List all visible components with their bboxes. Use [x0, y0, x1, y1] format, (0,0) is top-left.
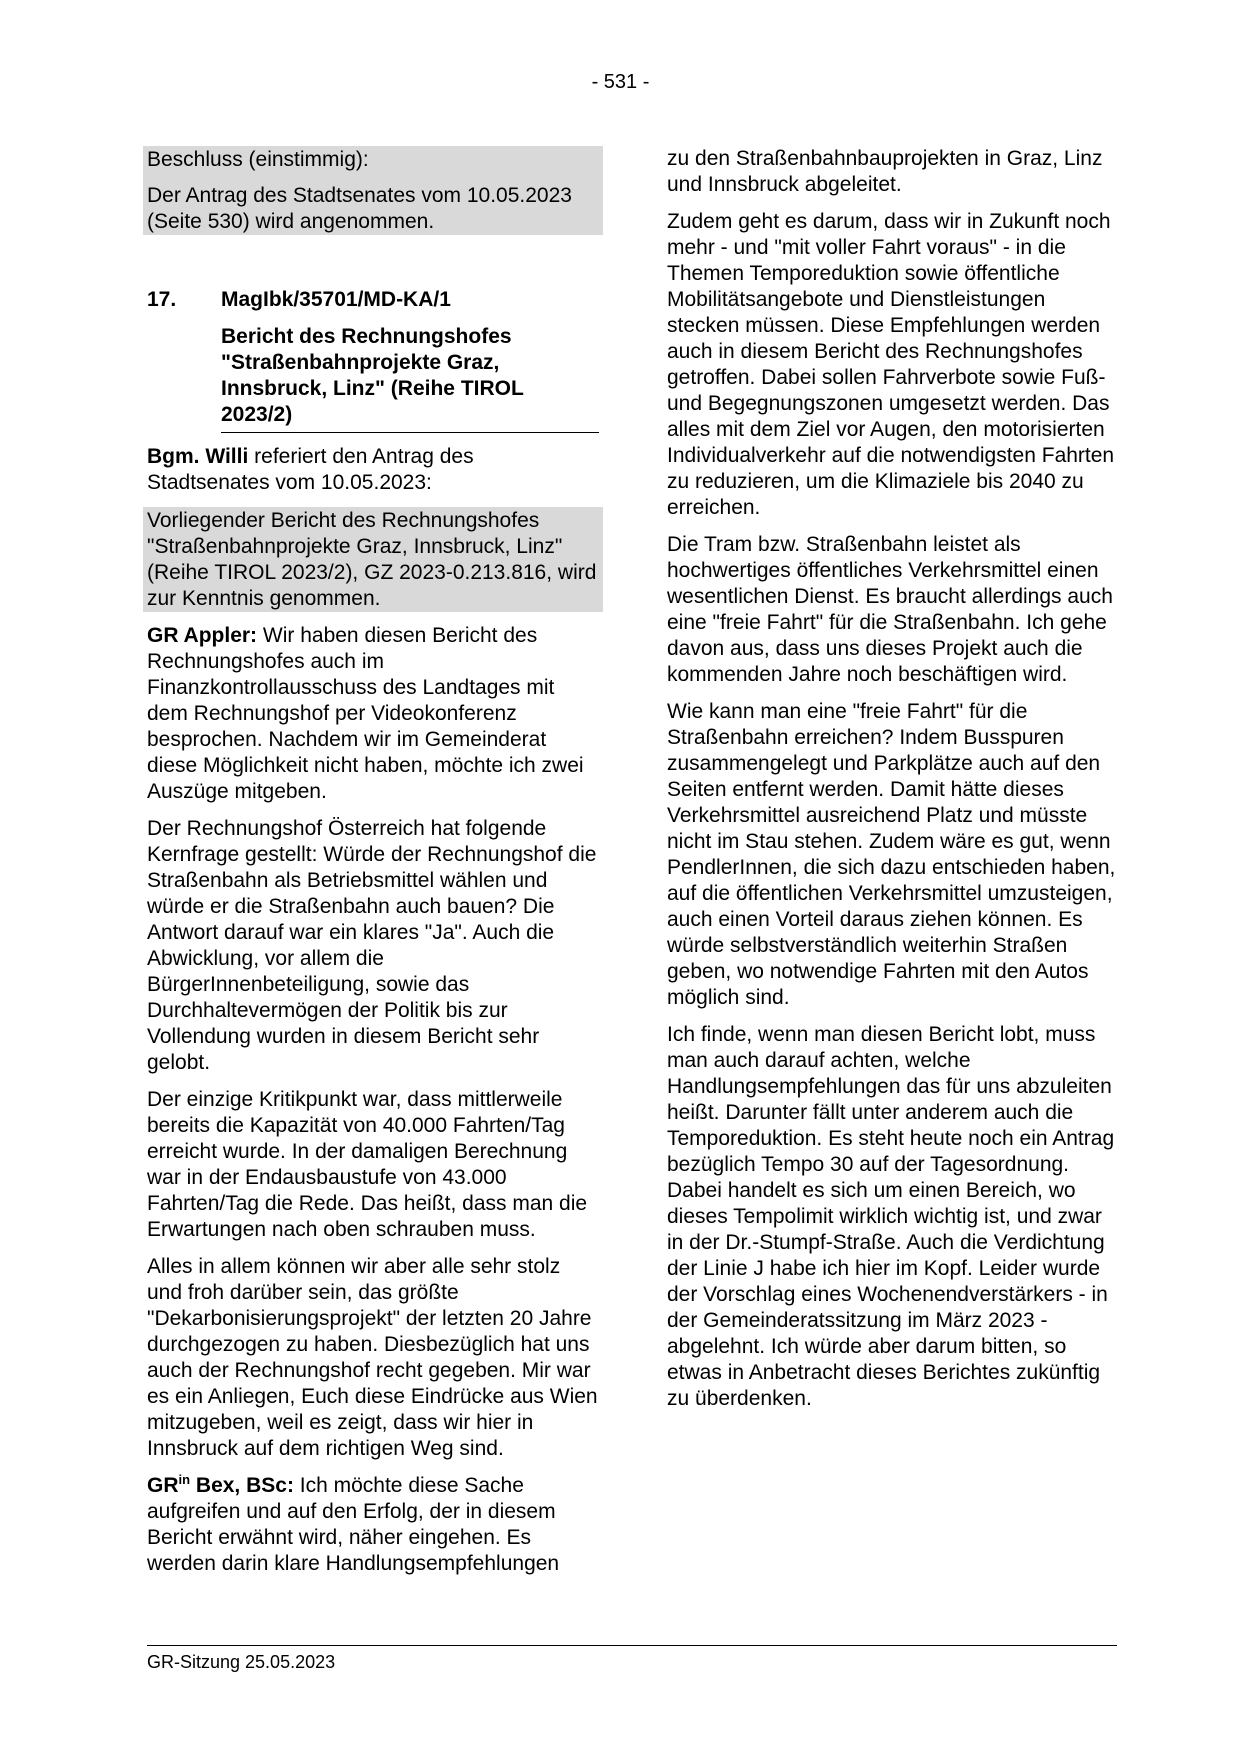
motion-box [143, 507, 603, 612]
footer-divider [147, 1645, 1117, 1646]
speaker-bex [147, 1474, 294, 1497]
paragraph-appler-4: Alles in allem können wir aber alle sehr stolz und froh darüber sein, das größte "Dekarbonisierungsprojekt" der letzten 20 Jahre durchgezogen zu haben. Diesbezüglich hat uns auch der Rechnungshof recht gegeben. Mir war es ein Anliegen, Euch diese Eindrücke aus Wien mitzugeben, weil es zeigt, dass wir hier in Innsbruck auf dem richtigen Weg sind. [147, 1255, 598, 1460]
resolution-box [143, 146, 603, 235]
agenda-item-reference: MagIbk/35701/MD-KA/1 [221, 288, 451, 311]
paragraph-right-2: Zudem geht es darum, dass wir in Zukunft noch mehr - und "mit voller Fahrt voraus" - in die Themen Temporeduktion sowie öffentliche Mobilitätsangebote und Dienstleistungen stecken müssen. Diese Empfehlungen werden auch in diesem Bericht des Rechnungshofes getroffen. Dabei sollen Fahrverbote sowie Fuß- und Begegnungszonen umgesetzt werden. Das alles mit dem Ziel vor Augen, den motorisierten Individualverkehr auf die notwendigsten Fahrten zu reduzieren, um die Klimaziele bis 2040 zu erreichen. [667, 210, 1115, 519]
willi-text: referiert den Antrag des Stadtsenates vom 10.05.2023: [147, 445, 474, 494]
paragraph-right-1: zu den Straßenbahnbauprojekten in Graz, Linz und Innsbruck abgeleitet. [667, 147, 1103, 196]
motion-text: Vorliegender Bericht des Rechnungshofes "Straßenbahnprojekte Graz, Innsbruck, Linz" (Reihe TIROL 2023/2), GZ 2023-0.213.816, wird zur Kenntnis genommen. [147, 509, 597, 610]
agenda-item-header [147, 287, 599, 313]
paragraph-appler-3: Der einzige Kritikpunkt war, dass mittlerweile bereits die Kapazität von 40.000 Fahrten/Tag erreicht wurde. In der damaligen Berechnung war in der Endausbaustufe von 43.000 Fahrten/Tag die Rede. Das heißt, dass man die Erwartungen nach oben schrauben muss. [147, 1088, 588, 1241]
footer-session-date: GR-Sitzung 25.05.2023 [147, 1652, 336, 1672]
speaker-bex-superscript: in [178, 1472, 191, 1487]
resolution-label: Beschluss (einstimmig): [147, 148, 369, 171]
right-column [667, 146, 1119, 1423]
paragraph-willi [147, 444, 599, 496]
speaker-bex-title: GR [147, 1474, 179, 1497]
paragraph-right-3: Die Tram bzw. Straßenbahn leistet als hochwertiges öffentliches Verkehrsmittel einen wesentlichen Dienst. Es braucht allerdings auch eine "freie Fahrt" für die Straßenbahn. Ich gehe davon aus, dass uns dieses Projekt auch die kommenden Jahre noch beschäftigen wird. [667, 533, 1113, 686]
paragraph-appler-2: Der Rechnungshof Österreich hat folgende Kernfrage gestellt: Würde der Rechnungshof die Straßenbahn als Betriebsmittel wählen und würde er die Straßenbahn auch bauen? Die Antwort darauf war ein klares "Ja". Auch die Abwicklung, vor allem die BürgerInnenbeteiligung, sowie das Durchhaltevermögen der Politik bis zur Vollendung wurden in diesem Bericht sehr gelobt. [147, 817, 597, 1074]
agenda-item-title: Bericht des Rechnungshofes "Straßenbahnprojekte Graz, Innsbruck, Linz" (Reihe TIROL 2023/2) [221, 324, 599, 433]
speaker-willi: Bgm. Willi [147, 445, 249, 468]
speaker-appler: GR Appler: [147, 624, 258, 647]
resolution-text: Der Antrag des Stadtsenates vom 10.05.2023 (Seite 530) wird angenommen. [147, 184, 572, 233]
paragraph-right-5: Ich finde, wenn man diesen Bericht lobt, muss man auch darauf achten, welche Handlungsempfehlungen das für uns abzuleiten heißt. Darunter fällt unter anderem auch die Temporeduktion. Es steht heute noch ein Antrag bezüglich Tempo 30 auf der Tagesordnung. Dabei handelt es sich um einen Bereich, wo dieses Tempolimit wirklich wichtig ist, und zwar in der Dr.-Stumpf-Straße. Auch die Verdichtung der Linie J habe ich hier im Kopf. Leider wurde der Vorschlag eines Wochenendverstärkers - in der Gemeinderatssitzung im März 2023 - abgelehnt. Ich würde aber darum bitten, so etwas in Anbetracht dieses Berichtes zukünftig zu überdenken. [667, 1023, 1115, 1410]
paragraph-appler-1 [147, 623, 599, 805]
page-number: - 531 - [591, 71, 650, 93]
left-column [147, 146, 599, 1588]
bex-text-1: Ich möchte diese Sache aufgreifen und auf den Erfolg, der in diesem Bericht erwähnt wird, näher eingehen. Es werden darin klare Handlungsempfehlungen [147, 1474, 560, 1575]
appler-text-1: Wir haben diesen Bericht des Rechnungshofes auch im Finanzkontrollausschuss des Landtages mit dem Rechnungshof per Videokonferenz besprochen. Nachdem wir im Gemeinderat diese Möglichkeit nicht haben, möchte ich zwei Auszüge mitgeben. [147, 624, 584, 803]
paragraph-right-4: Wie kann man eine "freie Fahrt" für die Straßenbahn erreichen? Indem Busspuren zusammengelegt und Parkplätze auch auf den Seiten entfernt werden. Damit hätte dieses Verkehrsmittel ausreichend Platz und müsste nicht im Stau stehen. Zudem wäre es gut, wenn PendlerInnen, die sich dazu entschieden haben, auf die öffentlichen Verkehrsmittel umzusteigen, auch einen Vorteil daraus ziehen können. Es würde selbstverständlich weiterhin Straßen geben, wo notwendige Fahrten mit den Autos möglich sind. [667, 700, 1116, 1009]
agenda-item-number: 17. [147, 288, 177, 311]
paragraph-bex-1 [147, 1473, 599, 1577]
speaker-bex-name: Bex, BSc: [190, 1474, 294, 1497]
